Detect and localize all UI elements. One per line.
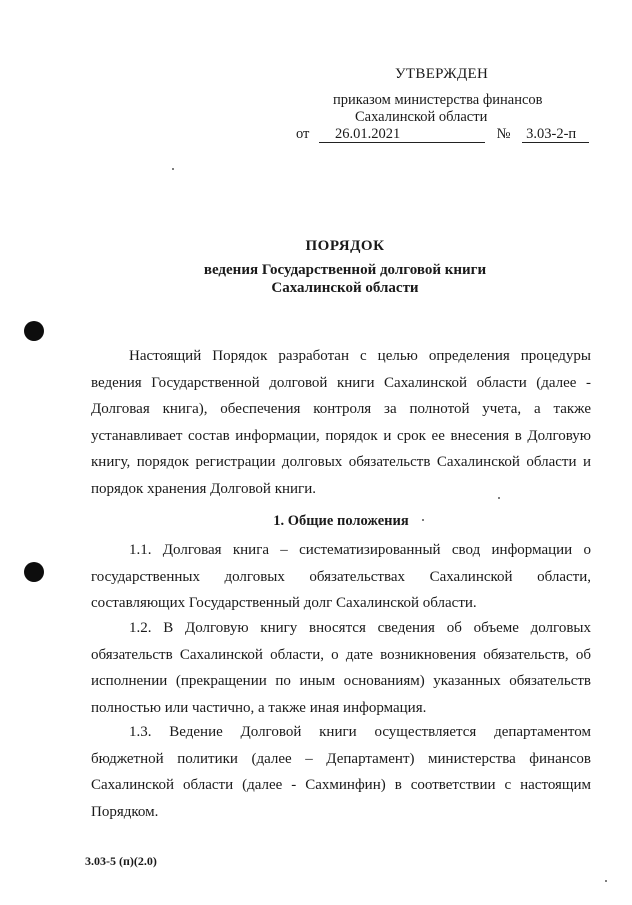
intro-paragraph: Настоящий Порядок разработан с целью определения процедуры ведения Государственной долговой книги Сахалинской области (далее - Долговая книга), обеспечения контроля за полнотой учета, а также устанавливает состав информации, порядок и срок ее внесения в Долговую книгу, порядок регистрации долговых обязательств Сахалинской области и порядок хранения Долговой книги. (91, 348, 591, 497)
document-code: 3.03-5 (п)(2.0) (85, 854, 157, 868)
scan-speck (422, 519, 424, 521)
scan-speck (498, 497, 500, 499)
clause-1-2: 1.2. В Долговую книгу вносятся сведения об объеме долговых обязательств Сахалинской области, о дате возникновения обязательств, об исполнении (прекращении по иным основаниям) указанных обязательств полностью или частично, а также иная информация. (91, 620, 591, 716)
date-label: от (296, 126, 310, 142)
scan-speck (172, 168, 174, 170)
binder-hole-icon (24, 321, 44, 341)
approval-heading: УТВЕРЖДЕН (395, 66, 489, 82)
number-value: 3.03-2-п (522, 127, 589, 143)
approval-line-1: приказом министерства финансов (333, 92, 543, 108)
document-subtitle-1: ведения Государственной долговой книги (203, 262, 487, 278)
number-label: № (496, 126, 511, 142)
document-subtitle-2: Сахалинской области (271, 280, 419, 296)
date-value: 26.01.2021 (319, 127, 485, 143)
scan-speck (605, 880, 607, 882)
document-title: ПОРЯДОК (305, 238, 385, 254)
clause-1-3: 1.3. Ведение Долговой книги осуществляется департаментом бюджетной политики (далее – Департамент) министерства финансов Сахалинской области (далее - Сахминфин) в соответствии с настоящим Порядком. (91, 724, 591, 820)
clause-1-1: 1.1. Долговая книга – систематизированный свод информации о государственных долговых обязательствах Сахалинской области, составляющих Государственный долг Сахалинской области. (91, 542, 591, 611)
binder-hole-icon (24, 562, 44, 582)
section-heading: 1. Общие положения (273, 513, 409, 529)
approval-date-row (296, 126, 589, 143)
approval-line-2: Сахалинской области (355, 109, 488, 125)
